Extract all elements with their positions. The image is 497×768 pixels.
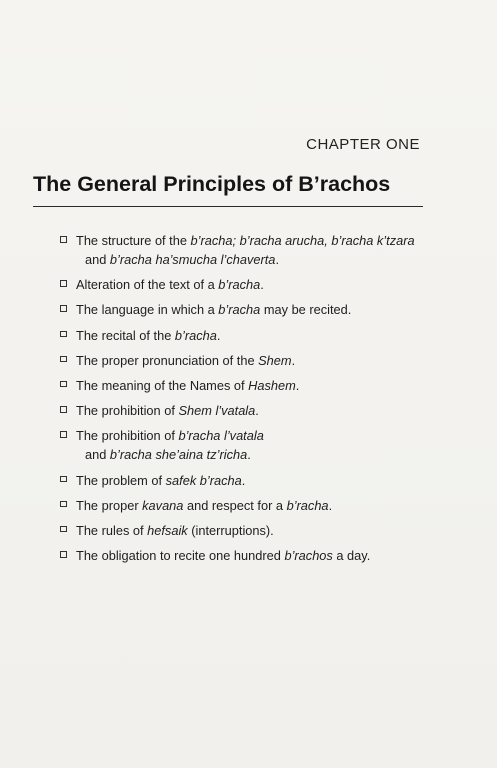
topic-text xyxy=(76,428,264,443)
italic-term: safek b’racha xyxy=(165,472,242,488)
text-segment: The obligation to recite one hundred xyxy=(76,548,285,564)
text-segment: The prohibition of xyxy=(76,403,179,419)
italic-term: b’racha she’aina tz’richa xyxy=(109,447,248,463)
text-segment: and xyxy=(85,447,110,463)
text-segment: . xyxy=(291,352,296,368)
italic-term: kavana xyxy=(142,497,184,513)
italic-term: b’racha xyxy=(218,277,261,293)
checkbox-square-icon xyxy=(60,280,67,287)
topic-text-continuation xyxy=(76,445,440,464)
text-segment: Alteration of the text of a xyxy=(76,277,219,293)
topic-text xyxy=(76,498,332,513)
checkbox-square-icon xyxy=(60,526,67,533)
text-segment: The proper pronunciation of the xyxy=(76,352,259,368)
text-segment: . xyxy=(275,252,279,267)
text-segment: a day. xyxy=(332,548,371,564)
text-segment: The prohibition of xyxy=(76,428,179,444)
italic-term: b’racha l’vatala xyxy=(178,428,264,444)
checkbox-square-icon xyxy=(60,431,67,438)
topic-list xyxy=(60,231,440,571)
topic-text xyxy=(76,548,370,563)
italic-term: b’rachos xyxy=(284,548,333,564)
chapter-title: The General Principles of B’rachos xyxy=(33,172,391,196)
italic-term: b’racha xyxy=(174,327,217,343)
topic-text-continuation xyxy=(76,250,440,269)
text-segment: may be recited. xyxy=(260,302,352,318)
topic-item xyxy=(60,521,440,540)
topic-item xyxy=(60,426,440,464)
text-segment: . xyxy=(260,277,264,293)
topic-item xyxy=(60,546,440,565)
topic-item xyxy=(60,300,440,319)
topic-item xyxy=(60,471,440,490)
topic-text xyxy=(76,523,274,538)
italic-term: b’racha ha’smucha l’chaverta xyxy=(109,252,276,267)
checkbox-square-icon xyxy=(60,331,67,338)
text-segment: The recital of the xyxy=(76,327,175,343)
text-segment: The meaning of the Names of xyxy=(76,377,249,393)
topic-text xyxy=(76,328,220,343)
italic-term: b’racha xyxy=(218,302,261,318)
text-segment: . xyxy=(247,447,251,463)
text-segment: The language in which a xyxy=(76,302,219,318)
title-rule xyxy=(33,206,423,207)
text-segment: (interruptions). xyxy=(187,522,274,538)
italic-term: b’racha xyxy=(286,497,329,513)
topic-text xyxy=(76,277,264,292)
text-segment: The rules of xyxy=(76,522,148,538)
italic-term: hefsaik xyxy=(147,522,188,538)
italic-term: Shem l’vatala xyxy=(178,403,256,419)
topic-item xyxy=(60,275,440,294)
checkbox-square-icon xyxy=(60,501,67,508)
chapter-number: CHAPTER ONE xyxy=(306,136,420,153)
topic-text xyxy=(76,403,259,418)
italic-term: Hashem xyxy=(248,377,296,393)
topic-item xyxy=(60,401,440,420)
text-segment: . xyxy=(216,327,221,343)
topic-item xyxy=(60,351,440,370)
italic-term: b’racha; b’racha arucha, b’racha k’tzara xyxy=(190,233,415,248)
topic-item xyxy=(60,496,440,515)
text-segment: . xyxy=(295,377,300,393)
topic-item xyxy=(60,231,440,269)
text-segment: The proper xyxy=(76,497,143,513)
checkbox-square-icon xyxy=(60,551,67,558)
text-segment: . xyxy=(241,472,246,488)
topic-item xyxy=(60,376,440,395)
checkbox-square-icon xyxy=(60,476,67,483)
checkbox-square-icon xyxy=(60,356,67,363)
topic-text xyxy=(76,378,299,393)
checkbox-square-icon xyxy=(60,236,67,243)
text-segment: The structure of the xyxy=(76,233,191,248)
topic-item xyxy=(60,326,440,345)
italic-term: Shem xyxy=(258,352,292,368)
text-segment: and respect for a xyxy=(183,497,287,513)
text-segment: . xyxy=(328,497,333,513)
text-segment: and xyxy=(85,252,110,267)
text-segment: . xyxy=(255,403,259,419)
checkbox-square-icon xyxy=(60,381,67,388)
text-segment: The problem of xyxy=(76,472,166,488)
checkbox-square-icon xyxy=(60,406,67,413)
topic-text xyxy=(76,473,245,488)
topic-text xyxy=(76,353,295,368)
topic-text xyxy=(76,233,415,248)
checkbox-square-icon xyxy=(60,305,67,312)
topic-text xyxy=(76,302,351,317)
